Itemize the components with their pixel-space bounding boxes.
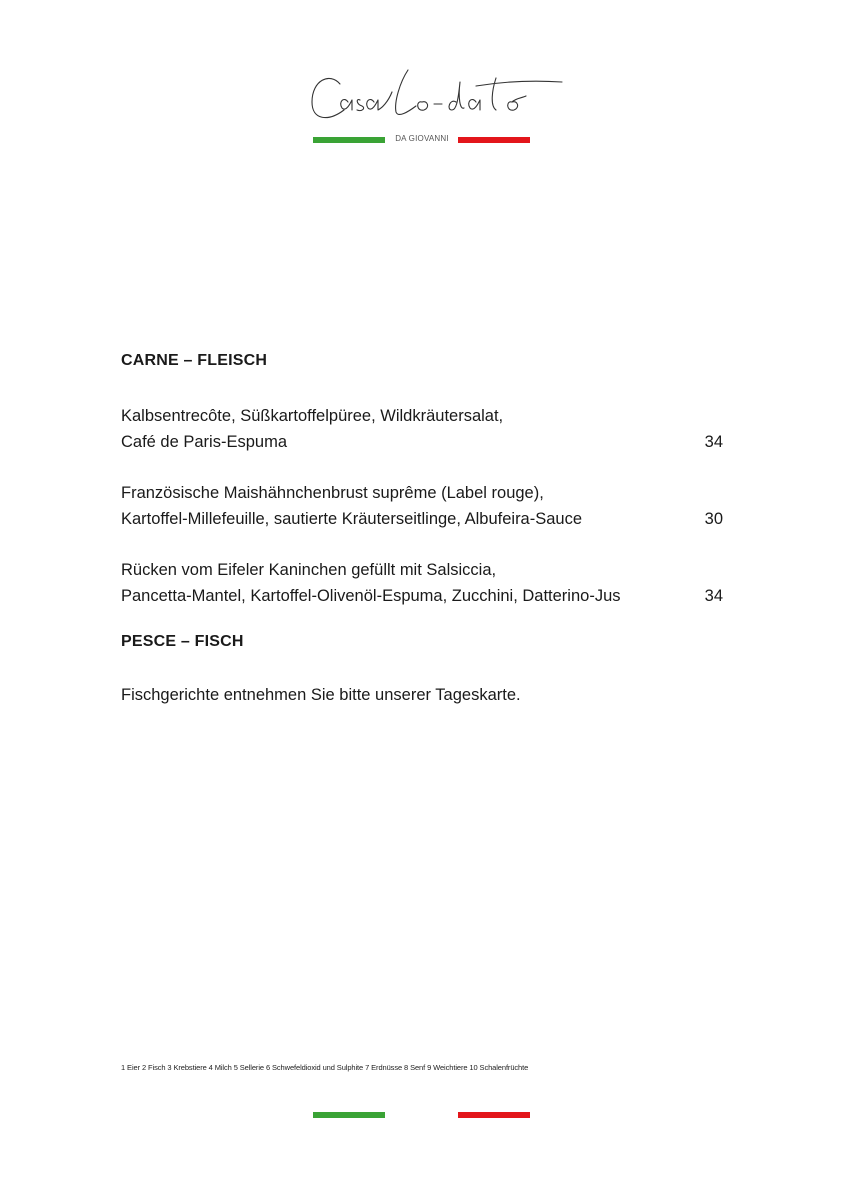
- fish-note: Fischgerichte entnehmen Sie bitte unserer Tageskarte.: [121, 686, 521, 704]
- footer-green-bar: [313, 1112, 385, 1118]
- menu-content: [121, 352, 723, 708]
- dish-description-line2: Pancetta-Mantel, Kartoffel-Olivenöl-Espuma, Zucchini, Datterino-Jus: [121, 586, 621, 605]
- dish-price: 34: [704, 432, 723, 451]
- dish-price: 30: [704, 509, 723, 528]
- menu-item: [121, 404, 723, 455]
- logo-green-bar: [313, 137, 385, 143]
- dish-description-line1: Kalbsentrecôte, Süßkartoffelpüree, Wildkräutersalat,: [121, 407, 504, 425]
- restaurant-logo: [300, 62, 570, 152]
- menu-item: [121, 481, 723, 532]
- dish-description-line2: Kartoffel-Millefeuille, sautierte Kräuterseitlinge, Albufeira-Sauce: [121, 509, 583, 528]
- dish-price: 34: [704, 586, 723, 605]
- allergen-legend: 1 Eier 2 Fisch 3 Krebstiere 4 Milch 5 Sellerie 6 Schwefeldioxid und Sulphite 7 Erdnüsse 8 Senf 9 Weichtiere 10 Schalenfrüchte: [121, 1063, 529, 1072]
- section-title-pesce: PESCE – FISCH: [121, 633, 244, 650]
- logo-subtitle: DA GIOVANNI: [395, 134, 449, 143]
- logo-red-bar: [458, 137, 530, 143]
- menu-item: [121, 558, 723, 609]
- footer-red-bar: [458, 1112, 530, 1118]
- section-title-carne: CARNE – FLEISCH: [121, 352, 268, 369]
- dish-description-line1: Französische Maishähnchenbrust suprême (Label rouge),: [121, 484, 544, 502]
- dish-description-line2: Café de Paris-Espuma: [121, 432, 287, 451]
- dish-description-line1: Rücken vom Eifeler Kaninchen gefüllt mit Salsiccia,: [121, 561, 497, 579]
- logo-script-signature: [300, 62, 570, 134]
